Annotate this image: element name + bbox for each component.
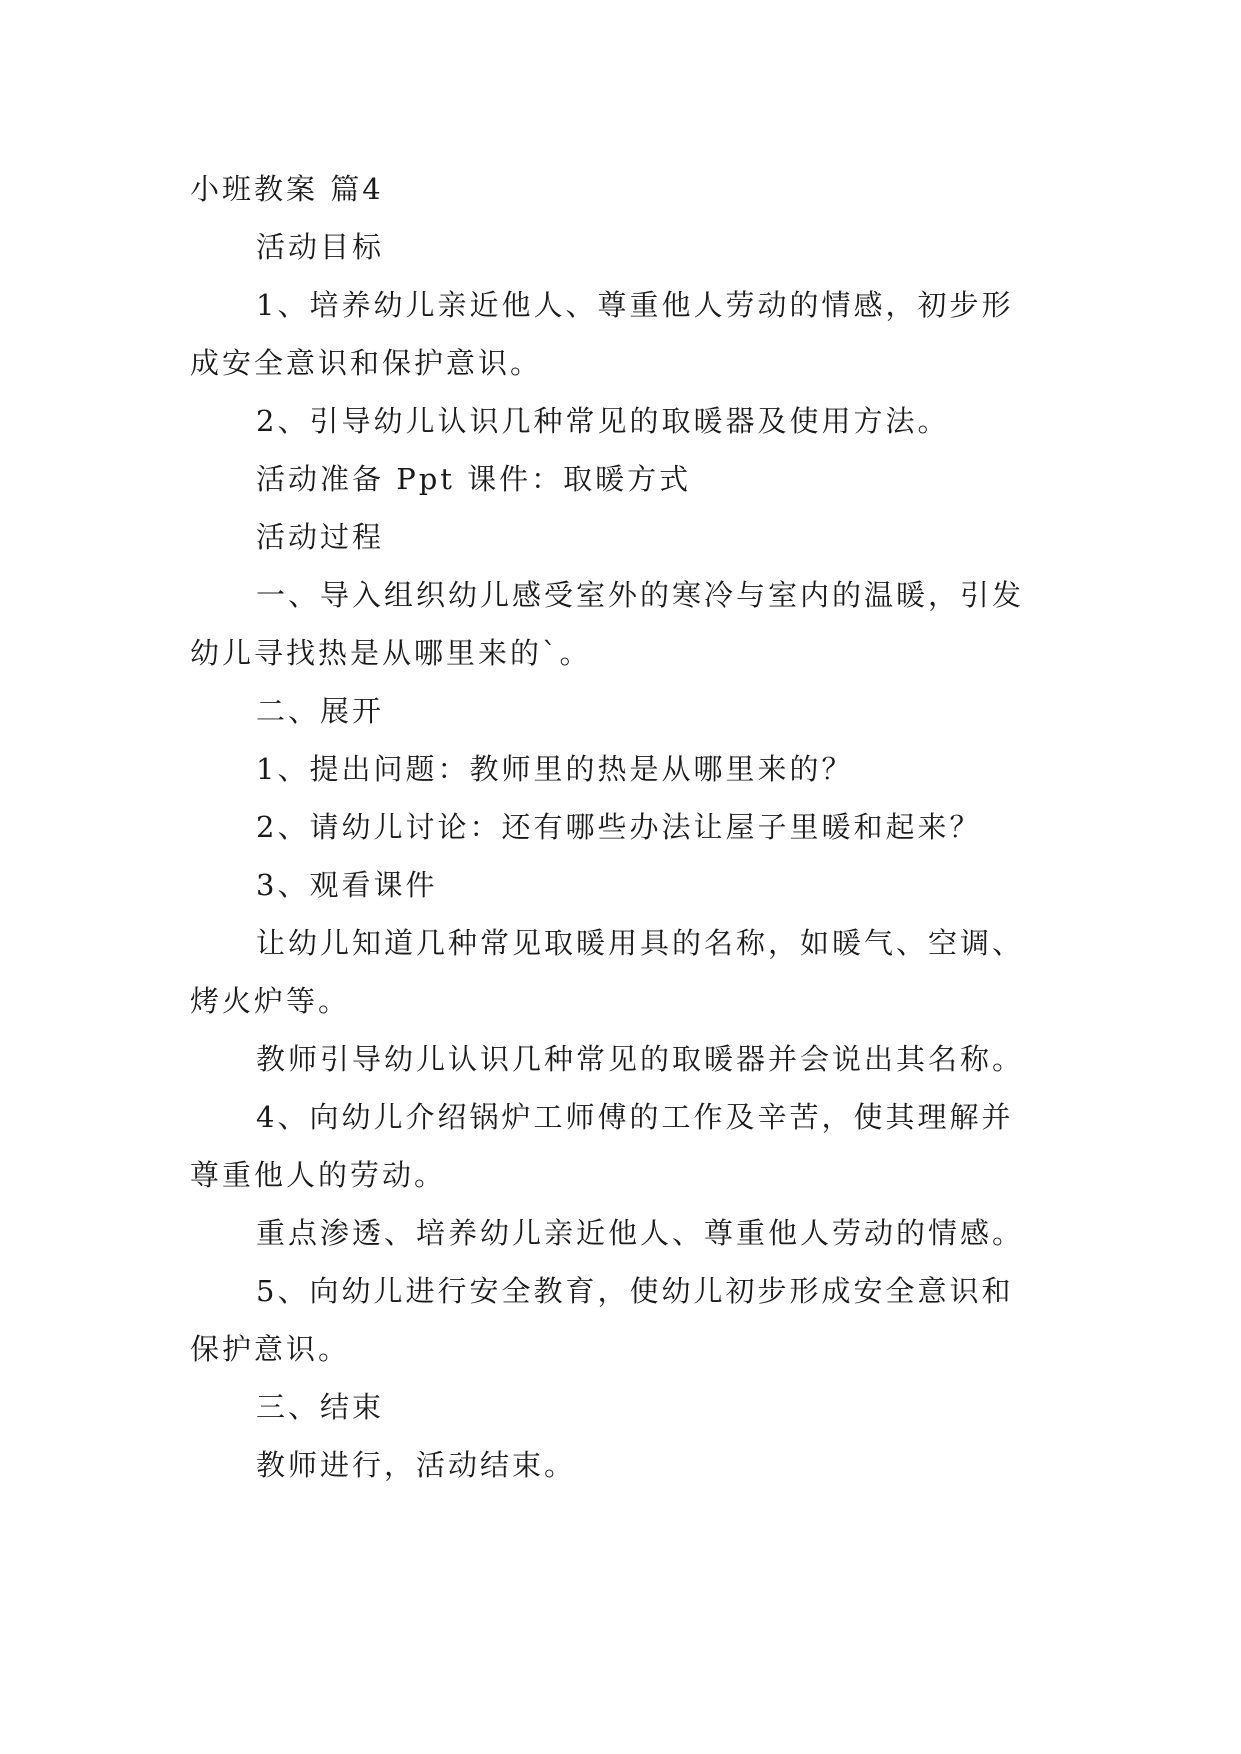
section-heading-process: 活动过程 — [256, 520, 385, 554]
paragraph-line: 2、引导幼儿认识几种常见的取暖器及使用方法。 — [256, 404, 950, 438]
paragraph-line: 一、导入组织幼儿感受室外的寒冷与室内的温暖，引发 — [256, 578, 1025, 612]
subsection-heading: 二、展开 — [256, 694, 385, 728]
section-heading-goals: 活动目标 — [256, 230, 385, 264]
document-body — [190, 160, 1070, 1494]
paragraph-line: 幼儿寻找热是从哪里来的`。 — [190, 636, 592, 670]
subsection-heading: 三、结束 — [256, 1390, 385, 1424]
paragraph-line: 1、培养幼儿亲近他人、尊重他人劳动的情感，初步形 — [256, 288, 1014, 322]
paragraph-line: 3、观看课件 — [256, 868, 438, 902]
paragraph-line: 烤火炉等。 — [190, 984, 351, 1018]
paragraph-line: 1、提出问题：教师里的热是从哪里来的？ — [256, 752, 854, 786]
paragraph-line: 2、请幼儿讨论：还有哪些办法让屋子里暖和起来？ — [256, 810, 982, 844]
paragraph-line: 成安全意识和保护意识。 — [190, 346, 543, 380]
document-title: 小班教案 篇4 — [190, 172, 384, 206]
paragraph-line: 重点渗透、培养幼儿亲近他人、尊重他人劳动的情感。 — [256, 1216, 1025, 1250]
paragraph-line: 4、向幼儿介绍锅炉工师傅的工作及辛苦，使其理解并 — [256, 1100, 1014, 1134]
paragraph-line: 教师引导幼儿认识几种常见的取暖器并会说出其名称。 — [256, 1042, 1025, 1076]
paragraph-line: 尊重他人的劳动。 — [190, 1158, 447, 1192]
paragraph-line: 5、向幼儿进行安全教育，使幼儿初步形成安全意识和 — [256, 1274, 1014, 1308]
paragraph-line: 保护意识。 — [190, 1332, 351, 1366]
paragraph-line: 教师进行，活动结束。 — [256, 1448, 577, 1482]
section-heading-preparation: 活动准备 Ppt 课件：取暖方式 — [256, 462, 692, 496]
paragraph-line: 让幼儿知道几种常见取暖用具的名称，如暖气、空调、 — [256, 926, 1025, 960]
